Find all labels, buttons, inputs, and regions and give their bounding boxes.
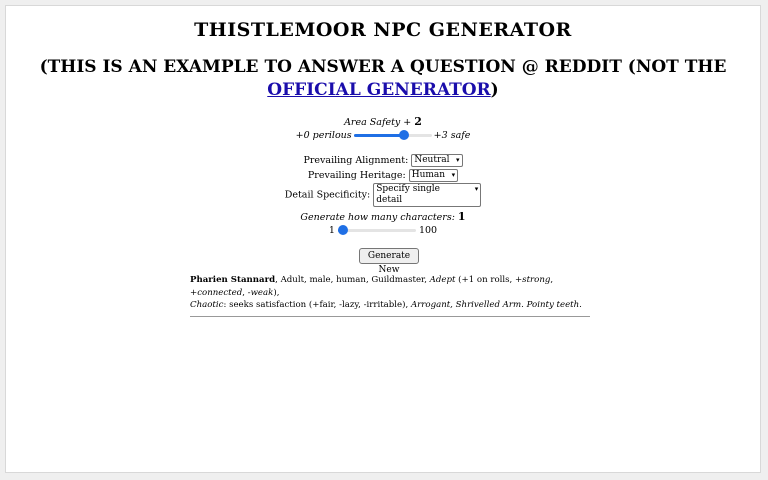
npc-rank: Adept [429,275,456,285]
alignment-select-value: Neutral [414,155,450,165]
area-safety-slider[interactable] [354,129,432,141]
settings-selects [6,154,760,207]
official-generator-link[interactable]: OFFICIAL GENERATOR [267,80,491,100]
result-divider [190,316,590,317]
count-max-label: 100 [418,224,438,236]
alignment-select[interactable] [411,154,462,167]
count-min-label: 1 [328,224,335,236]
npc-line-1 [190,274,590,299]
area-safety-control [6,116,760,141]
separator: , [550,275,554,285]
npc-line-2 [190,299,590,312]
detail-select[interactable] [373,183,481,207]
detail-select-value: Specify single detail [376,184,440,205]
npc-name: Pharien Stannard [190,275,276,285]
subtitle-close-paren: ) [490,80,499,100]
npc-motivation: : seeks satisfaction (+fair, -lazy, -irritable), [223,300,411,310]
npc-bonus-text: (+1 on rolls, [455,275,515,285]
area-safety-max-label: +3 safe [433,129,471,141]
npc-traits: Arrogant, Shrivelled Arm. Pointy teeth. [410,300,582,310]
alignment-label: Prevailing Alignment: [303,155,409,166]
area-safety-label: Area Safety + [344,117,412,128]
npc-tag-connected: +connected [190,287,243,298]
separator: ), [273,287,280,298]
slider-track [338,229,416,232]
npc-alignment: Chaotic [190,300,224,310]
npc-tag-strong: +strong [514,275,551,285]
detail-label: Detail Specificity: [284,189,371,201]
count-label: Generate how many characters: [300,212,455,223]
heritage-label: Prevailing Heritage: [307,169,406,181]
slider-thumb[interactable] [399,130,409,140]
generated-npc-result [190,274,590,317]
chevron-down-icon: ▾ [456,156,460,164]
chevron-down-icon: ▾ [474,185,479,193]
count-value: 1 [457,210,466,223]
npc-tag-weak: -weak [247,287,274,298]
heritage-select-value: Human [411,169,446,180]
character-count-control [6,211,760,236]
heritage-select[interactable] [409,169,458,182]
generate-new-button[interactable]: Generate New [359,248,419,264]
slider-fill [354,134,404,137]
area-safety-min-label: +0 perilous [295,129,352,141]
npc-description: , Adult, male, human, Guildmaster, [275,275,430,285]
area-safety-value: 2 [414,115,422,128]
chevron-down-icon: ▾ [451,170,456,179]
page-subtitle [14,56,752,102]
subtitle-text: (THIS IS AN EXAMPLE TO ANSWER A QUESTION @ REDDIT (NOT THE [39,57,727,77]
slider-thumb[interactable] [338,225,348,235]
separator: , [242,287,248,298]
count-slider[interactable] [338,224,416,236]
page-frame [5,5,761,473]
page-title: THISTLEMOOR NPC GENERATOR [194,19,572,41]
